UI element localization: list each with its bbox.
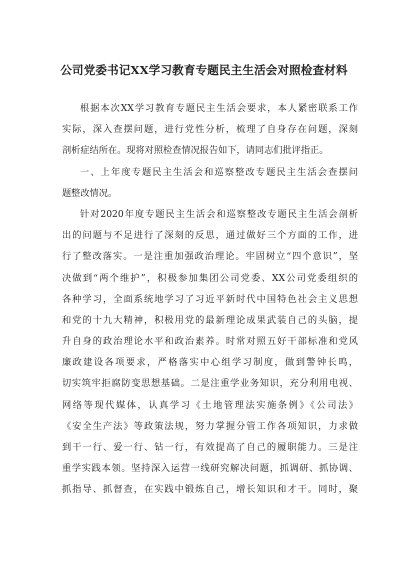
document-body xyxy=(62,98,358,501)
document-title: 公司党委书记XX学习教育专题民主生活会对照检查材料 xyxy=(60,63,348,77)
body-line: 重学实践本领。坚持深入运营一线研究解决问题，抓调研、抓协调、 xyxy=(62,463,358,475)
body-line: 抓指导、抓督查，在实践中锻炼自己，增长知识和才干。同时，聚 xyxy=(62,484,358,496)
body-line: 到干一行、爱一行、钻一行，有效提高了自己的履职能力。三是注 xyxy=(62,442,358,453)
body-line: 《安全生产法》等政策法规，努力掌握分管工作各项知识，力求做 xyxy=(62,420,358,432)
section-heading-line: 一、上年度专题民主生活会和巡察整改专题民主生活会查摆问 xyxy=(80,166,358,178)
body-line: 行了整改落实。一是注重加强政治理论。牢固树立“四个意识”，坚 xyxy=(62,251,358,263)
body-line: 决做到“两个维护”，积极参加集团公司党委、XX公司党委组织的 xyxy=(62,272,358,284)
body-line: 网络等现代媒体，认真学习《土地管理法实施条例》《公司法》 xyxy=(62,399,358,411)
body-line: 切实筑牢拒腐防变思想基础。二是注重学业务知识，充分利用电视、 xyxy=(62,378,358,390)
body-line: 升自身的政治理论水平和政治素养。时常对照五好干部标准和党风 xyxy=(62,336,358,348)
body-line: 各种学习，全面系统地学习了习近平新时代中国特色社会主义思想 xyxy=(62,293,358,305)
body-line: 廉政建设各项要求，严格落实中心组学习制度，做到警钟长鸣， xyxy=(62,357,358,369)
section-heading-line: 题整改情况。 xyxy=(62,187,118,199)
body-line: 针对2020年度专题民主生活会和巡察整改专题民主生活会剖析 xyxy=(80,208,358,220)
body-line: 实际，深入查摆问题，进行党性分析，梳理了自身存在问题，深刻 xyxy=(62,124,358,136)
body-line: 和党的十九大精神，积极用党的最新理论成果武装自己的头脑，提 xyxy=(62,314,358,326)
body-line: 出的问题与不足进行了深刻的反思，通过做好三个方面的工作，进 xyxy=(62,230,358,242)
body-line: 根据本次XX学习教育专题民主生活会要求，本人紧密联系工作 xyxy=(80,103,358,114)
body-line: 剖析症结所在。现将对照检查情况报告如下，请同志们批评指正。 xyxy=(62,145,329,157)
